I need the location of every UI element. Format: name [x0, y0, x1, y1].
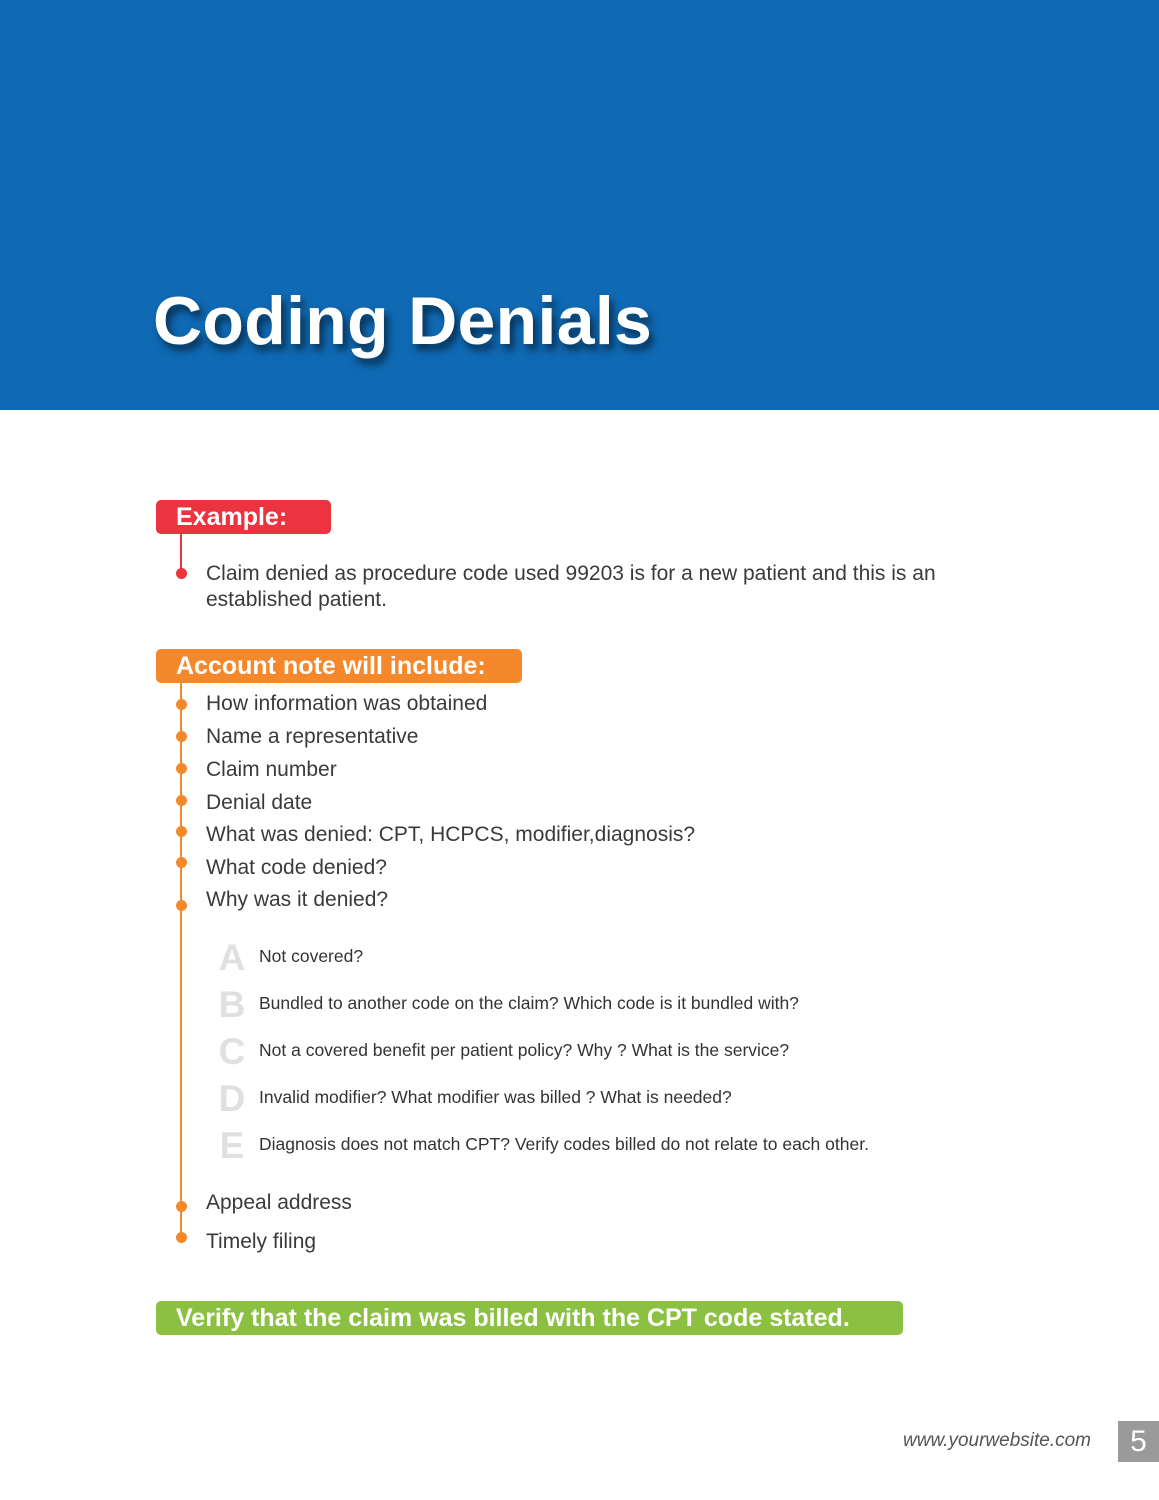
header-banner: [0, 0, 1159, 410]
list-item: What was denied: CPT, HCPCS, modifier,diagnosis?: [206, 823, 696, 846]
example-text: Claim denied as procedure code used 99203 is for a new patient and this is an established patient.: [206, 562, 936, 611]
sub-item-letter: C: [218, 1031, 246, 1072]
verify-banner: Verify that the claim was billed with the CPT code stated.: [156, 1301, 903, 1335]
example-label: Example:: [156, 500, 331, 534]
list-item: Appeal address: [206, 1191, 352, 1214]
sub-item-letter: A: [218, 937, 246, 978]
list-item: Timely filing: [206, 1230, 317, 1253]
list-item: Name a representative: [206, 725, 419, 748]
bullet-dot: [176, 795, 187, 806]
list-item: Why was it denied?: [206, 888, 389, 911]
account-note-label: Account note will include:: [156, 649, 522, 683]
bullet-dot: [176, 699, 187, 710]
bullet-dot: [176, 857, 187, 868]
list-item: How information was obtained: [206, 692, 488, 715]
sub-item-text: Not covered?: [259, 946, 364, 966]
sub-item-letter: E: [219, 1125, 245, 1166]
list-item: What code denied?: [206, 856, 387, 879]
sub-item-letter: D: [218, 1078, 246, 1119]
bullet-dot: [176, 1232, 187, 1243]
footer-url[interactable]: www.yourwebsite.com: [903, 1430, 1091, 1451]
example-bullet-dot: [176, 568, 187, 579]
bullet-dot: [176, 826, 187, 837]
sub-item-text: Diagnosis does not match CPT? Verify codes billed do not relate to each other.: [259, 1134, 869, 1154]
bullet-dot: [176, 763, 187, 774]
sub-item-text: Invalid modifier? What modifier was billed ? What is needed?: [259, 1087, 732, 1107]
bullet-dot: [176, 900, 187, 911]
bullet-dot: [176, 731, 187, 742]
bullet-dot: [176, 1201, 187, 1212]
page-number: 5: [1118, 1421, 1159, 1462]
list-item: Claim number: [206, 758, 337, 781]
sub-item-text: Bundled to another code on the claim? Which code is it bundled with?: [259, 993, 799, 1013]
list-item: Denial date: [206, 791, 313, 814]
page-title: Coding Denials: [153, 283, 653, 359]
sub-item-letter: B: [218, 984, 246, 1025]
sub-item-text: Not a covered benefit per patient policy? Why ? What is the service?: [259, 1040, 790, 1060]
